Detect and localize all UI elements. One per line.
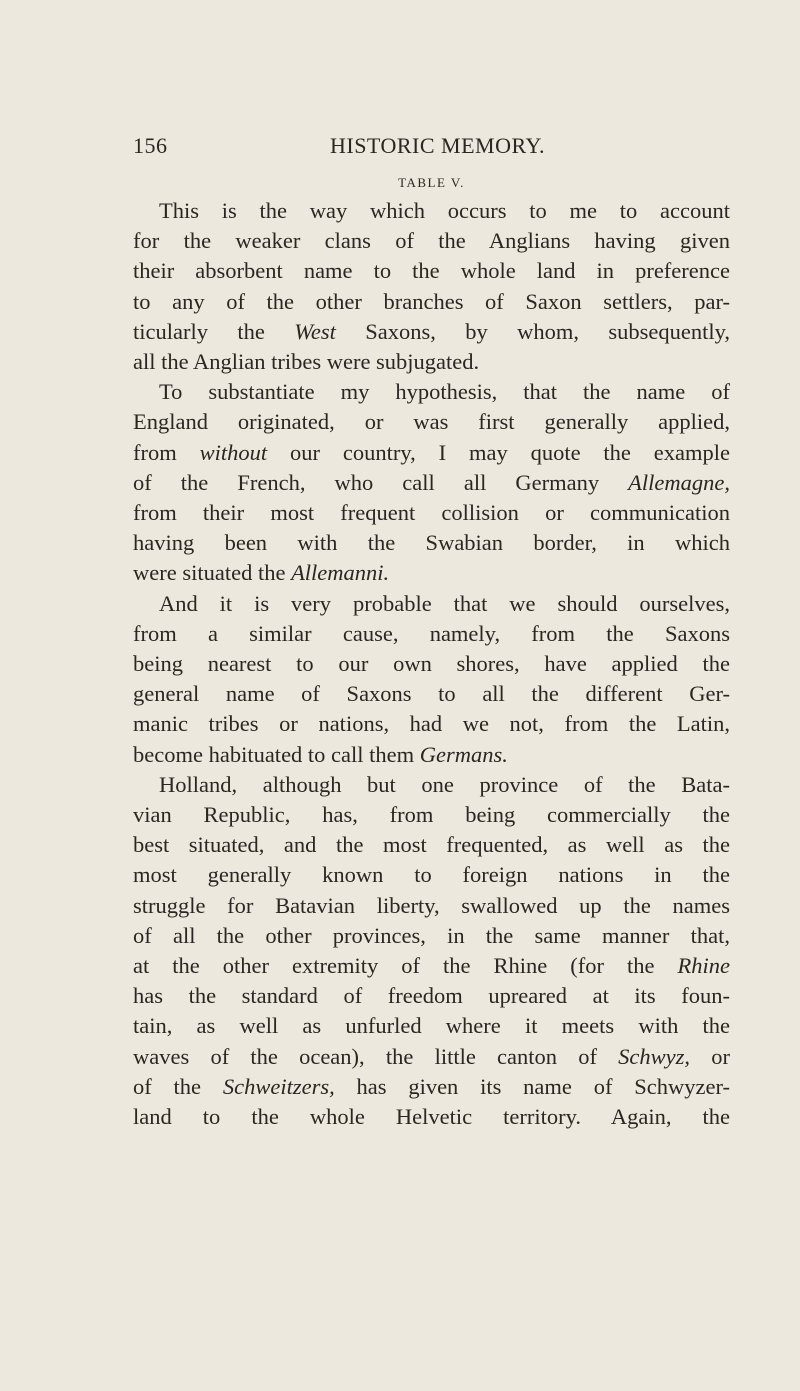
text-run: our country, I may quote the example (267, 439, 730, 465)
italic-run: Schweitzers, (222, 1073, 335, 1099)
running-title: HISTORIC MEMORY. (329, 133, 545, 158)
text-line: of all the other provinces, in the same manner that, (133, 922, 730, 948)
text-line: all the Anglian tribes were subjugated. (133, 349, 480, 375)
text-line: best situated, and the most frequented, as well as the (133, 832, 730, 858)
text-run: of the (133, 1073, 223, 1099)
text-line: This is the way which occurs to me to account (159, 198, 730, 223)
text-line: And it is very probable that we should ourselves, (159, 590, 730, 616)
text-line: has the standard of freedom upreared at its foun- (133, 983, 730, 1009)
text-run: ticularly the (133, 318, 295, 344)
running-head (133, 133, 545, 159)
italic-run: Rhine (677, 953, 730, 979)
text-line (133, 1042, 730, 1072)
italic-run: Allemagne, (628, 469, 730, 495)
text-run: at the other extremity of the Rhine (for the (133, 953, 678, 979)
text-line (133, 438, 730, 468)
text-line: for the weaker clans of the Anglians having given (133, 228, 730, 254)
body-text (133, 196, 730, 1132)
table-label: TABLE V. (398, 175, 465, 190)
text-line (133, 951, 730, 981)
text-line: their absorbent name to the whole land in preference (133, 258, 730, 284)
text-line: Holland, although but one province of the Bata- (159, 771, 730, 797)
text-line: To substantiate my hypothesis, that the name of (159, 379, 730, 405)
text-line: manic tribes or nations, had we not, from the Latin, (133, 711, 730, 737)
text-line: general name of Saxons to all the different Ger- (133, 681, 730, 707)
text-line: most generally known to foreign nations in the (133, 862, 730, 888)
text-line: vian Republic, has, from being commercially the (133, 802, 730, 828)
text-run: were situated the (133, 560, 292, 586)
text-line: struggle for Batavian liberty, swallowed up the names (133, 892, 730, 918)
text-run: of the French, who call all Germany (133, 469, 629, 495)
text-line: from their most frequent collision or communication (133, 500, 730, 526)
text-line: England originated, or was first generally applied, (133, 409, 730, 435)
text-line (133, 1072, 730, 1102)
italic-run: Germans. (419, 741, 508, 767)
text-run: from (133, 439, 200, 465)
text-line: from a similar cause, namely, from the Saxons (133, 620, 730, 646)
text-run: has given its name of Schwyzer- (334, 1073, 730, 1099)
italic-run: Allemanni. (291, 560, 390, 586)
text-run: or (690, 1043, 730, 1069)
text-line (133, 317, 730, 347)
text-line: to any of the other branches of Saxon settlers, par- (133, 288, 730, 314)
text-line: tain, as well as unfurled where it meets with the (133, 1013, 730, 1039)
text-run: Saxons, by whom, subsequently, (335, 318, 730, 344)
italic-run: Schwyz, (618, 1043, 691, 1069)
italic-run: without (199, 439, 268, 465)
text-line: having been with the Swabian border, in which (133, 530, 730, 556)
text-line (133, 468, 730, 498)
text-line: land to the whole Helvetic territory. Again, the (133, 1104, 730, 1130)
text-line: being nearest to our own shores, have applied the (133, 651, 730, 677)
text-line (133, 740, 730, 770)
text-run: waves of the ocean), the little canton of (133, 1043, 619, 1069)
text-line (133, 558, 730, 588)
text-run: become habituated to call them (133, 741, 420, 767)
page-number: 156 (133, 133, 168, 158)
italic-run: West (294, 318, 336, 344)
